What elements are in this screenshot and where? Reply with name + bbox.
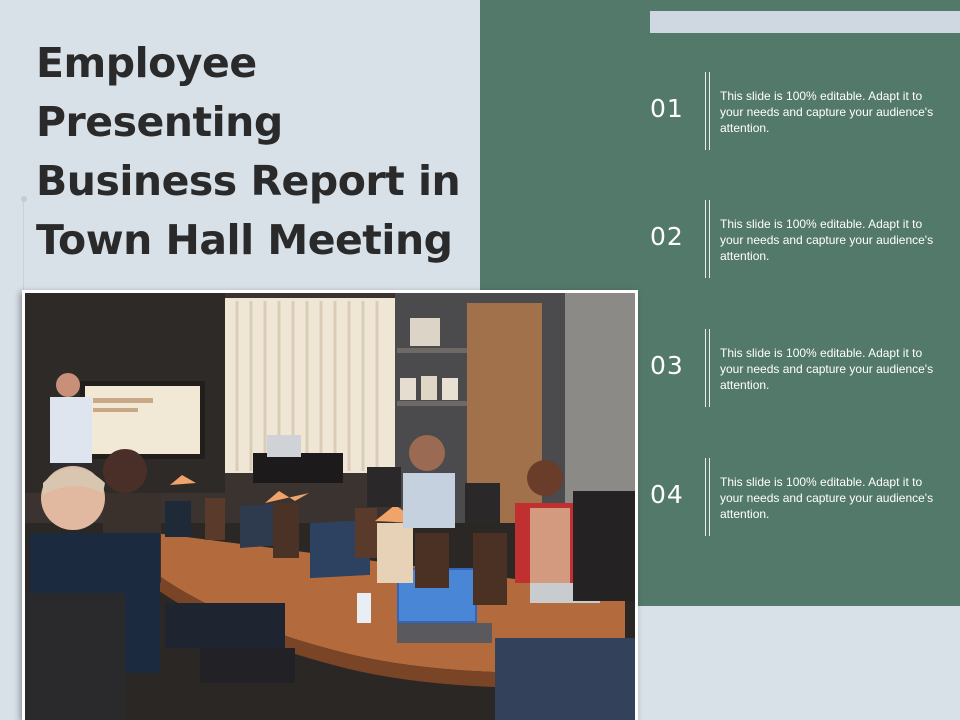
item-divider (709, 200, 710, 278)
item-divider (709, 458, 710, 536)
item-divider (705, 329, 706, 407)
slide-title: Employee Presenting Business Report in Town Hall Meeting (36, 39, 461, 264)
item-02 (650, 200, 950, 280)
item-number: 03 (650, 351, 684, 380)
item-divider (705, 458, 706, 536)
item-04 (650, 458, 950, 538)
panel-top-bar (650, 11, 960, 33)
item-number: 02 (650, 222, 684, 251)
meeting-photo-illustration (25, 293, 635, 720)
guide-line (23, 202, 24, 292)
photo-frame (22, 290, 638, 720)
item-text: This slide is 100% editable. Adapt it to your needs and capture your audience's attention. (720, 475, 934, 521)
item-01 (650, 72, 950, 152)
item-divider (705, 200, 706, 278)
meeting-photo (25, 293, 635, 720)
item-number: 01 (650, 94, 684, 123)
item-number: 04 (650, 480, 684, 509)
guide-dot (21, 196, 27, 202)
item-divider (709, 329, 710, 407)
item-03 (650, 329, 950, 409)
item-divider (705, 72, 706, 150)
item-text: This slide is 100% editable. Adapt it to your needs and capture your audience's attention. (720, 89, 934, 135)
item-divider (709, 72, 710, 150)
item-text: This slide is 100% editable. Adapt it to your needs and capture your audience's attention. (720, 346, 934, 392)
item-text: This slide is 100% editable. Adapt it to your needs and capture your audience's attention. (720, 217, 934, 263)
